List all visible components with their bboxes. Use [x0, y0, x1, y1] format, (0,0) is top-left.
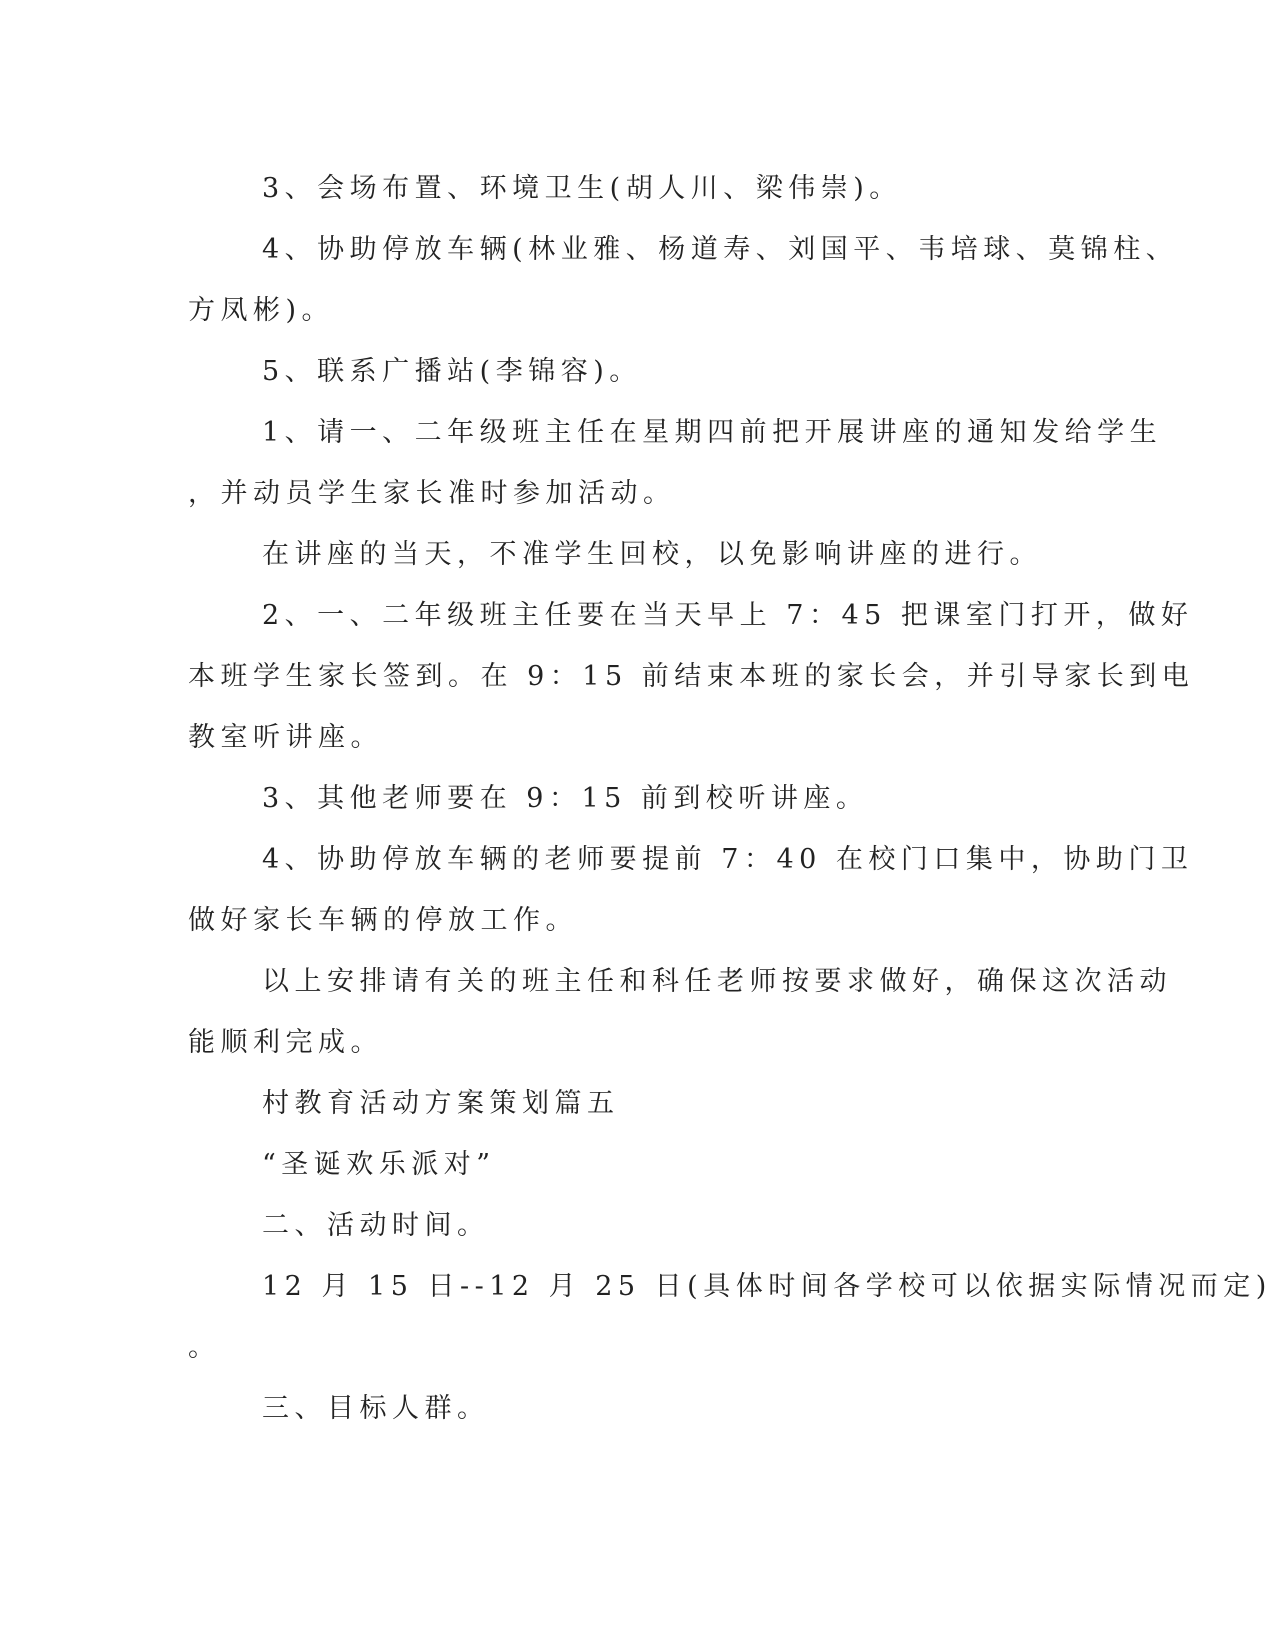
text-line: 以上安排请有关的班主任和科任老师按要求做好，确保这次活动	[262, 966, 1172, 997]
text-line: 三、目标人群。	[262, 1393, 490, 1424]
text-line: 3、其他老师要在 9：15 前到校听讲座。	[262, 783, 869, 814]
text-line: 二、活动时间。	[262, 1210, 490, 1241]
text-line: 做好家长车辆的停放工作。	[188, 905, 578, 936]
text-line: ，并动员学生家长准时参加活动。	[188, 478, 676, 509]
text-line: 4、协助停放车辆(林业雅、杨道寿、刘国平、韦培球、莫锦柱、	[262, 234, 1179, 265]
text-line: 在讲座的当天，不准学生回校，以免影响讲座的进行。	[262, 539, 1042, 570]
text-line: “圣诞欢乐派对”	[262, 1149, 496, 1180]
section-heading: 村教育活动方案策划篇五	[262, 1088, 620, 1119]
text-line: 12 月 15 日--12 月 25 日(具体时间各学校可以依据实际情况而定)	[262, 1271, 1272, 1302]
text-line: 方凤彬)。	[188, 295, 335, 326]
text-line: 本班学生家长签到。在 9：15 前结束本班的家长会，并引导家长到电	[188, 661, 1195, 692]
text-line: 5、联系广播站(李锦容)。	[262, 356, 642, 387]
text-line: 2、一、二年级班主任要在当天早上 7：45 把课室门打开，做好	[262, 600, 1194, 631]
text-line: 。	[188, 1332, 221, 1363]
text-line: 能顺利完成。	[188, 1027, 383, 1058]
text-line: 教室听讲座。	[188, 722, 383, 753]
text-line: 1、请一、二年级班主任在星期四前把开展讲座的通知发给学生	[262, 417, 1163, 448]
text-line: 3、会场布置、环境卫生(胡人川、梁伟崇)。	[262, 173, 902, 204]
text-line: 4、协助停放车辆的老师要提前 7：40 在校门口集中，协助门卫	[262, 844, 1194, 875]
